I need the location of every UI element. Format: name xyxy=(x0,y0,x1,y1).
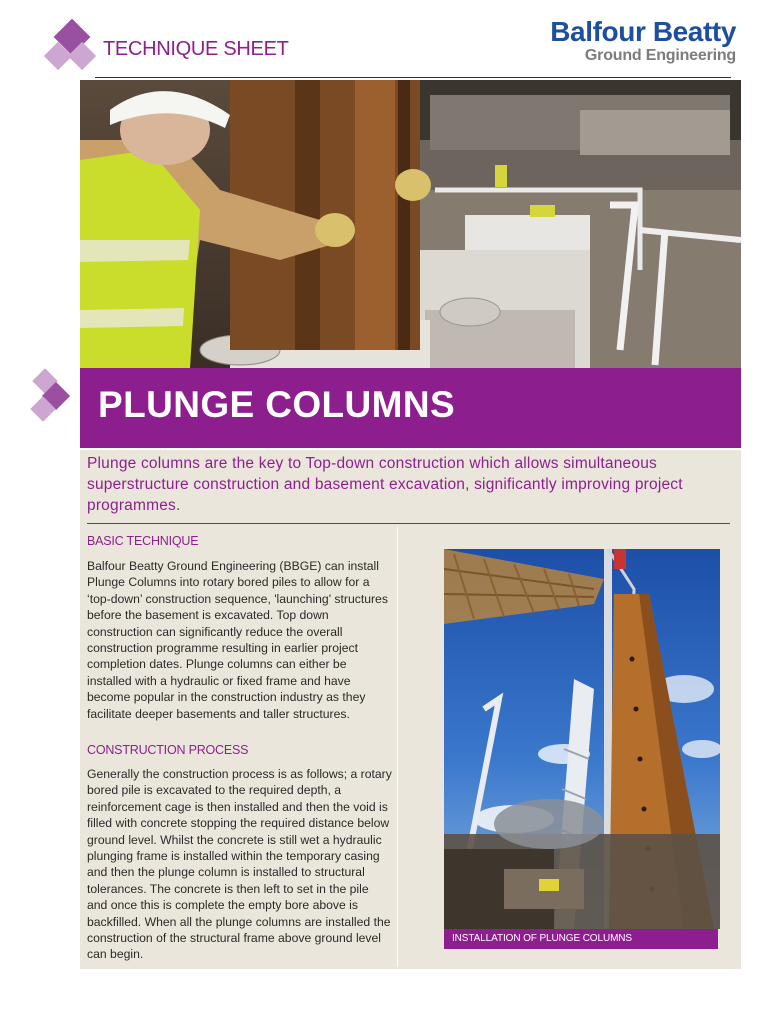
title-band xyxy=(80,368,741,448)
brand-name: Balfour Beatty xyxy=(550,16,736,47)
section-heading-basic-technique: BASIC TECHNIQUE xyxy=(87,534,199,548)
brand-division: Ground Engineering xyxy=(584,47,736,64)
section-body-construction-process: Generally the construction process is as follows; a rotary bored pile is excavated to the required depth, a reinforcement cage is then installed and then the void is filled with concrete stopping the required distance below ground level. Whilst the concrete is still wet a hydraulic plunging frame is installed within the temporary casing and then the plunge column is installed to structural tolerances. The concrete is then left to set in the pile and once this is complete the empty bore above is backfilled. When all the plunge columns are installed the construction of the structural frame above ground level can begin. xyxy=(87,767,392,962)
technique-sheet-label: TECHNIQUE SHEET xyxy=(103,38,289,60)
photo-caption: INSTALLATION OF PLUNGE COLUMNS xyxy=(444,929,718,949)
header-divider xyxy=(95,77,731,78)
page-title: PLUNGE COLUMNS xyxy=(98,384,456,425)
intro-divider xyxy=(87,523,730,524)
installation-photo-illustration xyxy=(444,549,720,929)
section-body-basic-technique: Balfour Beatty Ground Engineering (BBGE) can install Plunge Columns into rotary bored piles to allow for a ‘top-down’ construction sequence, 'launching' structures before the basement is excavated. Top down construction can significantly reduce the overall construction programme resulting in earlier project completion dates. Plunge columns can either be installed with a hydraulic or fixed frame and have become popular in the construction industry as they facilitate deeper basements and taller structures. xyxy=(87,559,388,721)
brand-logo xyxy=(550,18,736,66)
header-logo-diamonds xyxy=(46,22,104,78)
intro-paragraph: Plunge columns are the key to Top-down construction which allows simultaneous superstructure construction and basement excavation, significantly improving project programmes. xyxy=(87,455,683,514)
hero-photo-illustration xyxy=(80,80,741,368)
installation-photo xyxy=(444,549,720,929)
column-divider xyxy=(397,527,398,967)
hero-photo xyxy=(80,80,741,368)
section-heading-construction-process: CONSTRUCTION PROCESS xyxy=(87,743,249,757)
title-diamonds xyxy=(24,372,74,424)
